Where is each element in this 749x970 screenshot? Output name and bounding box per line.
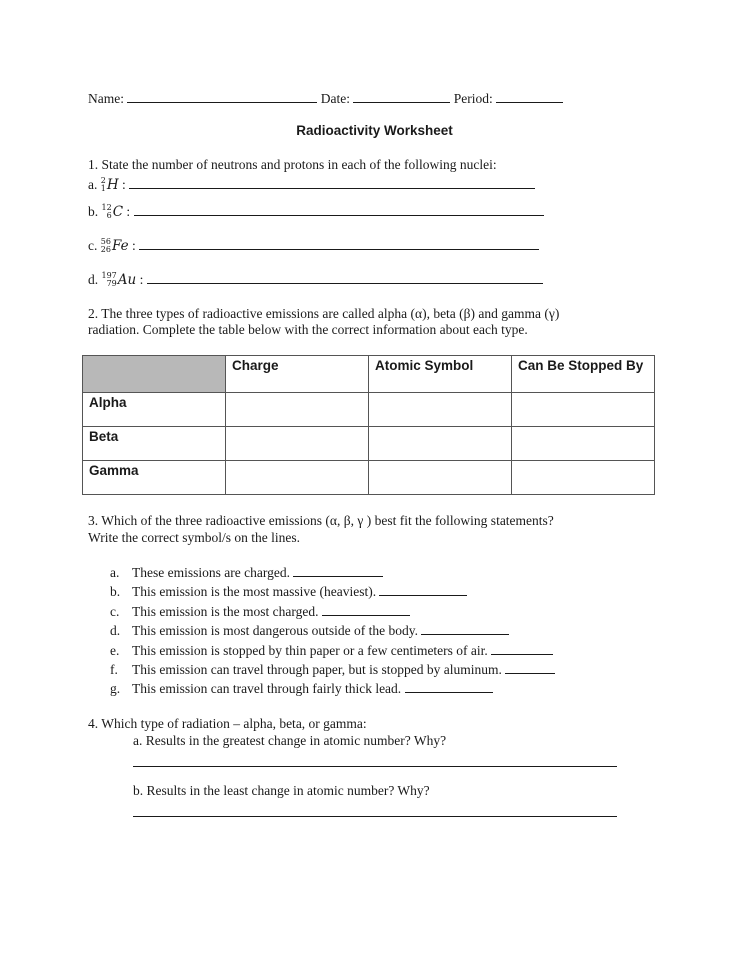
radiation-table: [82, 355, 655, 495]
atomic-number: 79: [106, 278, 117, 288]
header-can-be-stopped-by: Can Be Stopped By: [512, 356, 655, 393]
table-row: [83, 393, 655, 427]
answer-line[interactable]: [147, 271, 543, 284]
mass-number: 197: [101, 270, 117, 280]
list-item: [110, 582, 555, 601]
answer-cell[interactable]: [512, 427, 655, 461]
nuclide-scripts: [102, 204, 112, 220]
row-label-alpha: Alpha: [83, 393, 226, 427]
answer-cell[interactable]: [369, 427, 512, 461]
item-letter: d.: [88, 272, 99, 287]
item-letter: f.: [110, 662, 118, 678]
answer-line[interactable]: [129, 176, 535, 189]
date-field[interactable]: [353, 90, 450, 103]
answer-line[interactable]: [379, 583, 467, 596]
element-symbol: C: [112, 204, 124, 220]
answer-cell[interactable]: [226, 393, 369, 427]
q4-b-answer-line[interactable]: [133, 804, 617, 817]
list-item: [110, 679, 555, 698]
answer-line[interactable]: [139, 237, 539, 250]
q1-item-d: d. 197 79 Au :: [88, 271, 543, 289]
name-label: Name:: [88, 91, 124, 106]
item-text: These emissions are charged.: [132, 565, 290, 580]
answer-line[interactable]: [505, 661, 555, 674]
header-atomic-symbol: Atomic Symbol: [369, 356, 512, 393]
period-field[interactable]: [496, 90, 563, 103]
q2-line1: 2. The three types of radioactive emissions are called alpha (α), beta (β) and gamma (γ): [88, 306, 560, 321]
atomic-number: 6: [106, 210, 112, 220]
name-field[interactable]: [127, 90, 317, 103]
row-label-beta: Beta: [83, 427, 226, 461]
item-letter: e.: [110, 642, 120, 658]
item-letter: b.: [88, 204, 99, 219]
table-corner-cell: [83, 356, 226, 393]
q3-line2: Write the correct symbol/s on the lines.: [88, 530, 301, 545]
answer-cell[interactable]: [369, 461, 512, 495]
mass-number: 2: [100, 175, 106, 185]
element-symbol: H: [106, 177, 119, 193]
list-item: [110, 621, 555, 640]
period-label: Period:: [453, 91, 493, 106]
answer-cell[interactable]: [226, 461, 369, 495]
q3-statement-list: [110, 563, 555, 699]
q3-line1: 3. Which of the three radioactive emissions (α, β, γ ) best fit the following statements?: [88, 513, 554, 528]
item-letter: b.: [110, 584, 121, 600]
nuclide-scripts: [102, 272, 117, 288]
answer-cell[interactable]: [512, 461, 655, 495]
answer-line[interactable]: [134, 203, 544, 216]
answer-cell[interactable]: [226, 427, 369, 461]
item-letter: g.: [110, 681, 121, 697]
item-letter: d.: [110, 623, 121, 639]
item-text: This emission is most dangerous outside of the body.: [132, 623, 418, 639]
answer-line[interactable]: [491, 642, 553, 655]
list-item: [110, 641, 555, 660]
list-item: [110, 660, 555, 679]
item-letter: c.: [110, 603, 120, 619]
nuclide-scripts: [101, 238, 111, 254]
q1-item-a: a. 2 1 H :: [88, 176, 535, 194]
row-label-gamma: Gamma: [83, 461, 226, 495]
q4-a-answer-line[interactable]: [133, 754, 617, 767]
q1-item-c: c. 56 26 Fe :: [88, 237, 539, 255]
item-text: This emission is stopped by thin paper or a few centimeters of air.: [132, 642, 488, 658]
q1-prompt: 1. State the number of neutrons and protons in each of the following nuclei:: [88, 157, 497, 172]
nuclide-scripts: [101, 177, 106, 193]
answer-cell[interactable]: [369, 393, 512, 427]
table-row: [83, 461, 655, 495]
q2-line2: radiation. Complete the table below with the correct information about each type.: [88, 322, 528, 337]
element-symbol: Au: [117, 272, 137, 288]
q4-prompt: 4. Which type of radiation – alpha, beta, or gamma:: [88, 716, 367, 731]
item-text: This emission is the most massive (heaviest).: [132, 584, 377, 600]
header-fields: [88, 90, 563, 107]
item-letter: a.: [88, 177, 98, 192]
answer-line[interactable]: [322, 603, 410, 616]
date-label: Date:: [320, 91, 350, 106]
item-text: This emission can travel through paper, but is stopped by aluminum.: [132, 662, 502, 678]
header-charge: Charge: [226, 356, 369, 393]
element-symbol: Fe: [111, 238, 129, 254]
item-letter: c.: [88, 238, 98, 253]
answer-line[interactable]: [405, 680, 493, 693]
q4-a-question: a. Results in the greatest change in atomic number? Why?: [133, 733, 447, 748]
item-text: This emission can travel through fairly thick lead.: [132, 681, 402, 697]
answer-line[interactable]: [293, 564, 383, 577]
atomic-number: 26: [100, 244, 111, 254]
answer-cell[interactable]: [512, 393, 655, 427]
item-letter: a.: [110, 565, 120, 580]
mass-number: 12: [101, 202, 112, 212]
q4-b-question: b. Results in the least change in atomic number? Why?: [133, 783, 430, 798]
list-item: [110, 602, 555, 621]
atomic-number: 1: [100, 183, 106, 193]
table-row: [83, 427, 655, 461]
mass-number: 56: [100, 236, 111, 246]
table-header-row: [83, 356, 655, 393]
list-item: [110, 563, 555, 582]
answer-line[interactable]: [421, 622, 509, 635]
q1-item-b: b. 12 6 C :: [88, 203, 544, 221]
item-text: This emission is the most charged.: [132, 603, 319, 619]
page-title: Radioactivity Worksheet: [296, 123, 453, 138]
